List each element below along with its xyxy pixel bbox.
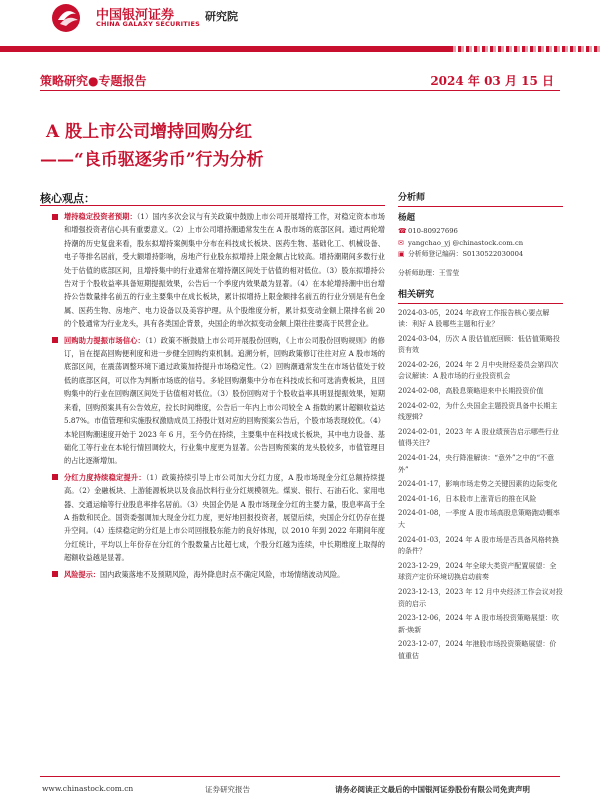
- related-item[interactable]: 2024-01-17，影响市场走势之关键因素的边际变化: [398, 480, 558, 489]
- phone-row: [398, 226, 563, 238]
- phone-number: 010-80927696: [408, 227, 458, 235]
- analyst-cert: 分析师登记编码：S0130522030004: [408, 250, 524, 258]
- footer-disclaimer: 请务必阅读正文最后的中国银河证券股份有限公司免责声明: [335, 785, 530, 794]
- report-title-line1: A 股上市公司增持回购分红: [46, 122, 253, 142]
- email-row: [398, 238, 563, 250]
- related-item[interactable]: 2024-02-08，高股息策略迎来中长期投资价值: [398, 387, 544, 396]
- brand-name-cn: 中国银河证券: [96, 8, 175, 23]
- divider: [40, 205, 385, 206]
- related-item[interactable]: 2023-12-07，2024 年港股市场投资策略展望：价值重估: [398, 640, 557, 660]
- email-address[interactable]: yangchao_yj @chinastock.com.cn: [408, 238, 524, 247]
- key-point-text: （1）国内多次会议与有关政策中鼓励上市公司开展增持工作，对稳定资本市场和增强投资者信心具有重要意义。（2）上市公司增持潮通常发生在 A 股市场的底部区间。通过两轮增持潮的历史复盘来看，股东拟增持案例集中分布在科技成长板块、医药生物、基础化工、机械设备、电子等排名居前，受大额增持影响，房地产行业股东拟增持上限金额占比较高。增持潮期间多数行业处于估值的底部区间，且增持集中的行业通常在增持潮区间处于估值的相对低位。（3）股东拟增持公告对于个股收益率具备短期提振效果，公告后一个季度内效果最为显著。（4）在本轮增持潮中出台增持公告数量排名前五的行业主要集中在成长板块，累计拟增持上限金额排名前五的行业分别是有色金属、医药生物、房地产、电力设备以及美容护理。从个股维度分析，累计拟变动金额上限排名前 20 的个股通常为行业龙头，具有各类国企背景，央国企的单次拟变动金额上限往往要高于民营企业。: [64, 212, 385, 329]
- footer-divider: [40, 776, 560, 777]
- key-point: [52, 334, 385, 468]
- key-point-lead: 增持稳定投资者预期：: [64, 212, 137, 221]
- header-bar: [0, 46, 600, 52]
- phone-icon: ☎: [398, 227, 407, 235]
- key-point: [52, 471, 385, 565]
- divider: [398, 303, 563, 304]
- key-point: [52, 210, 385, 331]
- bullet-square-icon: [52, 337, 58, 343]
- key-point-lead: 回购助力提振市场信心：: [64, 335, 145, 345]
- analyst-section-title: 分析师: [398, 193, 426, 203]
- related-item[interactable]: 2024-01-16，日本股市上涨背后的推在风险: [398, 494, 537, 503]
- related-item[interactable]: 2024-03-05，2024 年政府工作报告核心要点解读：利好 A 股哪些主题和行业？: [398, 308, 550, 329]
- sidebar: [398, 190, 563, 666]
- key-point-lead: 风险提示：: [64, 569, 100, 579]
- related-item[interactable]: 2023-12-29，2024 年全球大类资产配置展望：全球资产定价环境切换启动前奏: [398, 561, 557, 582]
- report-type: 策略研究●专题报告: [40, 74, 147, 88]
- report-date: 2024 年 03 月 15 日: [430, 74, 554, 88]
- report-title-line2: ——“良币驱逐劣币”行为分析: [40, 150, 264, 170]
- related-item[interactable]: 2024-03-04，历次 A 股估值底回顾：低估值策略投资有效: [398, 334, 560, 355]
- divider: [40, 90, 560, 91]
- analyst-name: 杨超: [398, 213, 416, 223]
- related-research: [398, 287, 563, 663]
- department-label: 研究院: [205, 10, 238, 23]
- related-item[interactable]: 2023-12-06，2024 年 A 股市场投资策略展望：吹新·焕新: [398, 614, 559, 634]
- bullet-square-icon: [52, 214, 58, 220]
- key-points-body: [52, 210, 385, 584]
- related-item[interactable]: 2024-01-24，央行降准解读：“意外”之中的“不意外”: [398, 454, 555, 474]
- footer-report-label: 证券研究报告: [205, 785, 250, 794]
- divider: [398, 206, 563, 207]
- related-item[interactable]: 2024-02-01，2023 年 A 股业绩预告启示哪些行业值得关注?: [398, 427, 559, 448]
- bullet-square-icon: [52, 474, 58, 480]
- key-point-text: 国内政策落地不及预期风险，海外降息时点不确定风险，市场情绪波动风险。: [99, 569, 345, 579]
- analyst-assistant: 分析师助理：王雪莹: [398, 268, 460, 277]
- brand-name-en: CHINA GALAXY SECURITIES: [96, 20, 201, 28]
- company-logo-icon: [50, 2, 88, 34]
- related-item[interactable]: 2024-02-02，为什么央国企主题投资具备中长期主线逻辑?: [398, 401, 558, 422]
- related-item[interactable]: 2024-02-26，2024 年 2 月中央财经委员会第四次会议解读：A 股市场的行业投资机会: [398, 360, 559, 381]
- bullet-square-icon: [52, 571, 58, 577]
- cert-row: [398, 249, 563, 261]
- key-points-heading: 核心观点：: [40, 192, 95, 205]
- id-card-icon: ▣: [398, 250, 405, 258]
- related-title: 相关研究: [398, 289, 435, 300]
- key-point-text: （1）政策不断鼓励上市公司开展股份回购，《上市公司股份回购规则》的修订，旨在提高回购便利度和进一步健全回购约束机制。追溯分析，回购政策修订往往对应 A 股市场的底部区间，在震荡调整环境下通过政策加持提升市场稳定性。（2）回购潮通常发生在市场估值处于较低的底部区间，可以作为判断市场底的信号。多轮回购潮集中分布在科技成长和可选消费板块，且回购集中的行业在回购潮区间处于估值相对低位。（3）股份回购对于个股收益率具明显提振效果，短期来看，回购预案具有公告效应，拉长时间维度，公告后一年内上市公司较全 A 指数的累计超额收益达 5.87%。市值管理和实施股权激励成员工持股计划对应的回购预案公告后，个股市场表现较优。（4）本轮回购潮速度开始于 2023 年 6 月，至今仍在持续，主要集中在科技成长板块，其中电力设备、基础化工等行业在本轮行情回调较大，行业集中度更为显著。公告回购预案的龙头股较多，市值管理目的占比逐渐增加。: [64, 335, 385, 466]
- key-point-lead: 分红力度持续稳定提升：: [64, 472, 146, 482]
- footer-url[interactable]: www.chinastock.com.cn: [42, 784, 134, 793]
- related-item[interactable]: 2023-12-13，2023 年 12 月中央经济工作会议对投资的启示: [398, 587, 563, 608]
- key-point-text: （1）政策持续引导上市公司加大分红力度，A 股市场现金分红总额持续提高。（2）金融板块、上游能源板块以及食品饮料行业分红规模领先。煤炭、银行、石油石化、家用电器、交通运输等行业股息率排名居前。（3）央国企仍是 A 股市场现金分红的主要力量，股息率高于全 A 指数和民企。国资委强调加大现金分红力度，更好地回报投资者，展望后续，央国企分红仍存在提升空间。（4）连续稳定的分红是上市公司回报股东能力的良好体现，以 2010 年到 2022 年期间年度分红统计，平均以上年份存在分红的个股数量占比超七成，个股分红越为连续，中长期维度上取得的超额收益越是显著。: [64, 472, 385, 563]
- email-icon: ✉: [398, 238, 404, 247]
- related-item[interactable]: 2024-01-08，一季度 A 股市场高股息策略跑动概率大: [398, 509, 560, 529]
- key-point: [52, 568, 385, 581]
- related-item[interactable]: 2024-01-03，2024 年 A 股市场是否具备风格转换的条件？: [398, 535, 559, 556]
